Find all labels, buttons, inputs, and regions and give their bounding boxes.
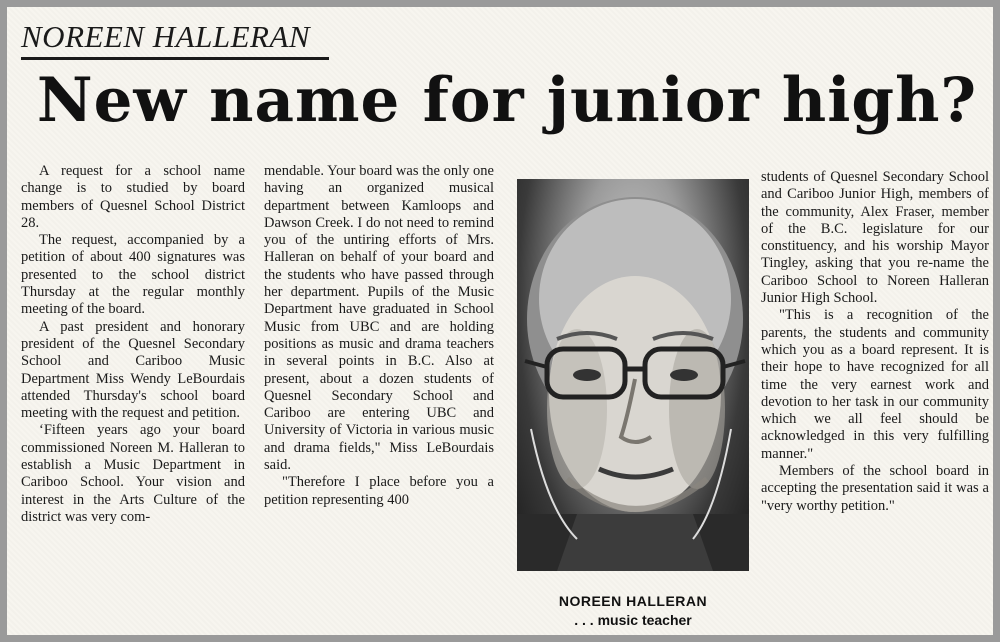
paragraph: A past president and honorary president of the Quesnel Secondary School and Cariboo Music Department Miss Wendy LeBourdais attended Thursday's school board meeting with the request and petition.: [21, 318, 245, 422]
kicker-byline: NOREEN HALLERAN: [21, 19, 311, 54]
paragraph: ‘Fifteen years ago your board commissioned Noreen M. Halleran to establish a Music Department in Cariboo School. Your vision and interest in the Arts Culture of the district was very com-: [21, 422, 245, 525]
portrait-photo: [517, 179, 749, 571]
photo-caption-name: NOREEN HALLERAN: [558, 593, 708, 609]
photo-caption-subtitle: . . . music teacher: [574, 612, 692, 628]
paragraph: students of Quesnel Secondary School and Cariboo Junior High, members of the community, Alex Fraser, member of the B.C. legislature for our constituency, and his worship Mayor Tingley, asking that you re-name the Cariboo School to Noreen Halleran Junior High School.: [761, 169, 989, 307]
headline: New name for junior high?: [36, 65, 978, 136]
paragraph: "Therefore I place before you a petition representing 400: [264, 474, 494, 508]
paragraph: mendable. Your board was the only one having an organized musical department between Kamloops and Dawson Creek. I do not need to remind you of the untiring efforts of Mrs. Halleran on behalf of your board and the students who have passed through her department. Pupils of the Music Department have graduated in School Music from UBC and are holding positions as music and drama teachers in several points in B.C. Also at present, about a dozen students of Quesnel Secondary School and Cariboo are entering UBC and University of Victoria in various music and drama fields," Miss LeBourdais said.: [264, 163, 494, 474]
article-column-3: [761, 169, 989, 515]
paragraph: Members of the school board in accepting the presentation said it was a "very worthy petition.": [761, 463, 989, 514]
paragraph: A request for a school name change is to studied by board members of Quesnel School District 28.: [21, 163, 245, 231]
kicker-underline: [21, 57, 329, 60]
paragraph: The request, accompanied by a petition of about 400 signatures was presented to the school district Thursday at the regular monthly meeting of the board.: [21, 232, 245, 318]
article-column-1: [21, 163, 245, 526]
paragraph: "This is a recognition of the parents, the students and community which you as a board represent. It is their hope to have recognized for all time the very earnest work and devotion to her task in our community which we all feel should be acknowledged in this very fulfilling manner.": [761, 307, 989, 462]
portrait-illustration: [517, 179, 749, 571]
article-column-2: [264, 163, 494, 509]
